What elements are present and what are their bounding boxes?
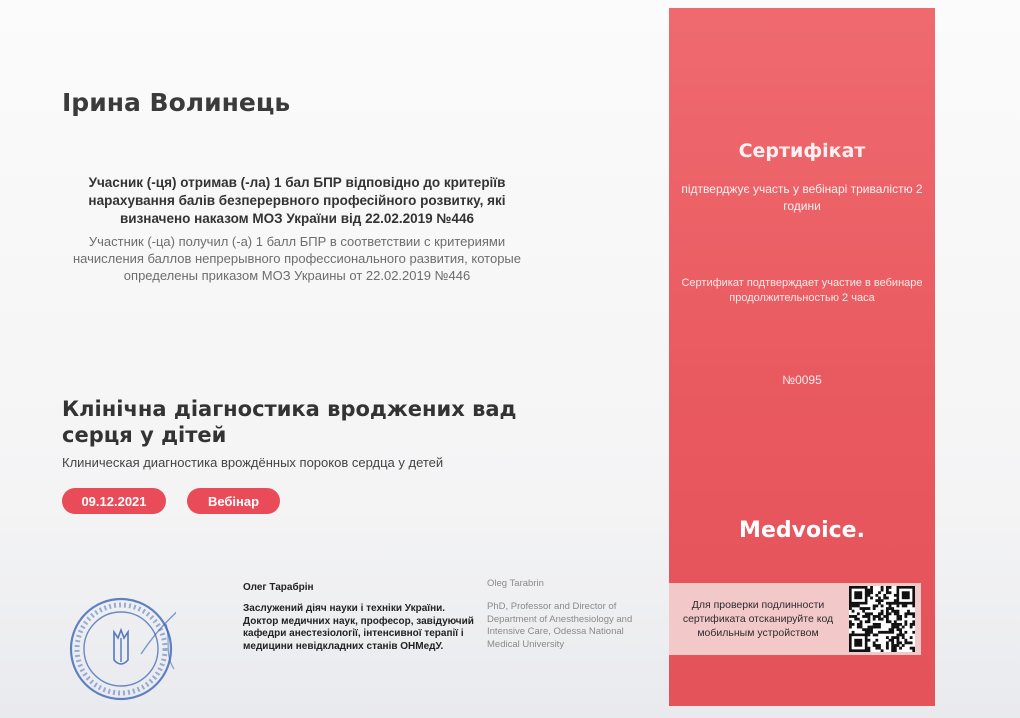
signatory-ua [243, 582, 483, 653]
recipient-name: Ірина Волинець [62, 88, 291, 117]
date-badge: 09.12.2021 [62, 488, 166, 514]
signatory-name-ua: Олег Тарабрін [243, 582, 314, 593]
signatory-description-ua: Заслужений діяч науки і техніки України. Доктор медичних наук, професор, завідуючий кафедри анестезіології, інтенсивної терапії і медицини невідкладних станів ОНМедУ. [243, 603, 474, 652]
verification-box [669, 583, 921, 655]
points-statement-ua: Учасник (-ця) отримав (-ла) 1 бал БПР відповідно до критеріїв нарахування балів безперервного професійного розвитку, які визначено наказом МОЗ України від 22.02.2019 №446 [88, 175, 506, 226]
official-seal-icon [66, 594, 176, 704]
signatory-name-en: Oleg Tarabrin [487, 578, 544, 589]
verification-text: Для проверки подлинности сертификата отсканируйте код мобильным устройством [682, 599, 834, 639]
course-title-ru: Клиническая диагностика врождённых пороков сердца у детей [62, 455, 444, 470]
course-title-ua: Клінічна діагностика вроджених вад серця у дітей [62, 397, 517, 447]
qr-code-icon[interactable] [849, 586, 915, 652]
participation-text-ru: Сертификат подтверждает участие в вебинаре продолжительностью 2 часа [681, 277, 923, 304]
signatory-en [487, 578, 647, 651]
certificate-title: Сертифікат [738, 140, 866, 162]
brand-logo: Medvoice. [739, 518, 865, 543]
points-statement-ru: Участник (-ца) получил (-а) 1 балл БПР в соответствии с критериями начисления баллов непрерывного профессионального развития, которые определены приказом МОЗ Украины от 22.02.2019 №446 [72, 234, 522, 283]
signatory-description-en: PhD, Professor and Director of Department of Anesthesiology and Intensive Care, Odessa National Medical University [487, 601, 633, 650]
certificate-number: №0095 [782, 373, 822, 387]
participation-text-ua: підтверджує участь у вебінарі тривалістю 2 години [681, 182, 923, 213]
event-type-badge: Вебінар [187, 488, 280, 514]
